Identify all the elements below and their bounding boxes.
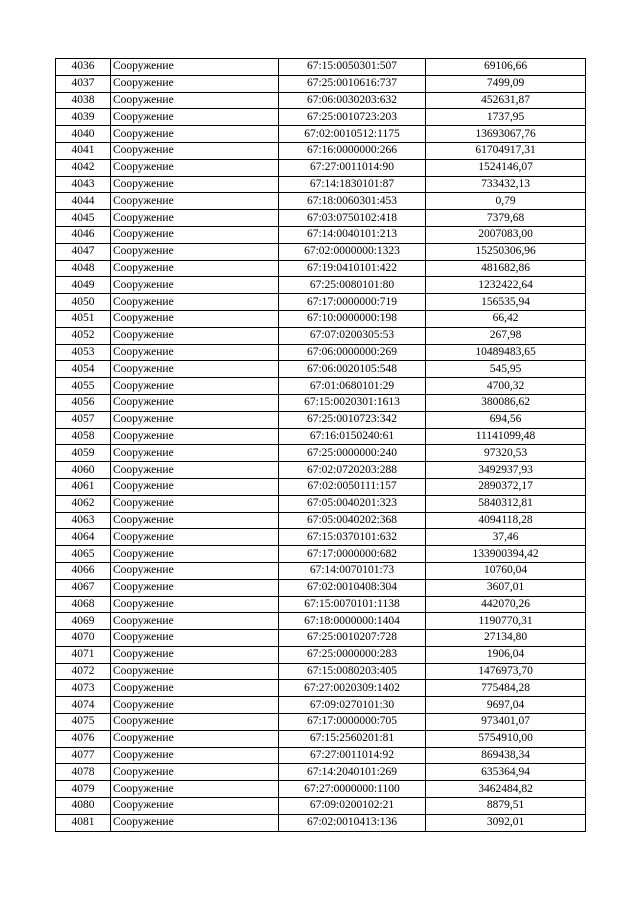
row-number: 4066 (56, 562, 111, 579)
object-type: Сооружение (111, 428, 279, 445)
object-type: Сооружение (111, 529, 279, 546)
object-type: Сооружение (111, 613, 279, 630)
object-type: Сооружение (111, 344, 279, 361)
table-row (56, 243, 586, 260)
cadastral-number: 67:17:0000000:705 (279, 714, 426, 731)
row-number: 4058 (56, 428, 111, 445)
cadastral-value: 69106,66 (426, 59, 586, 76)
cadastral-value: 5840312,81 (426, 495, 586, 512)
cadastral-number: 67:25:0000000:240 (279, 445, 426, 462)
table-row (56, 294, 586, 311)
object-type: Сооружение (111, 260, 279, 277)
cadastral-value: 4094118,28 (426, 512, 586, 529)
object-type: Сооружение (111, 394, 279, 411)
cadastral-number: 67:02:0010413:136 (279, 814, 426, 831)
object-type: Сооружение (111, 327, 279, 344)
table-row (56, 579, 586, 596)
cadastral-value: 545,95 (426, 361, 586, 378)
cadastral-number: 67:03:0750102:418 (279, 210, 426, 227)
cadastral-number: 67:18:0000000:1404 (279, 613, 426, 630)
table-row (56, 747, 586, 764)
cadastral-value: 481682,86 (426, 260, 586, 277)
table-row (56, 378, 586, 395)
cadastral-value: 7499,09 (426, 75, 586, 92)
cadastral-value: 3092,01 (426, 814, 586, 831)
cadastral-value: 3462484,82 (426, 781, 586, 798)
cadastral-value: 7379,68 (426, 210, 586, 227)
object-type: Сооружение (111, 411, 279, 428)
cadastral-number: 67:10:0000000:198 (279, 310, 426, 327)
cadastral-number: 67:06:0030203:632 (279, 92, 426, 109)
cadastral-number: 67:19:0410101:422 (279, 260, 426, 277)
cadastral-number: 67:18:0060301:453 (279, 193, 426, 210)
cadastral-number: 67:17:0000000:719 (279, 294, 426, 311)
cadastral-value: 5754910,00 (426, 730, 586, 747)
cadastral-value: 1737,95 (426, 109, 586, 126)
object-type: Сооружение (111, 92, 279, 109)
table-row (56, 428, 586, 445)
cadastral-value: 635364,94 (426, 764, 586, 781)
row-number: 4044 (56, 193, 111, 210)
object-type: Сооружение (111, 814, 279, 831)
cadastral-number: 67:17:0000000:682 (279, 546, 426, 563)
table-row (56, 92, 586, 109)
cadastral-number: 67:16:0150240:61 (279, 428, 426, 445)
cadastral-value: 4700,32 (426, 378, 586, 395)
registry-table-body (56, 59, 586, 832)
cadastral-number: 67:15:0080203:405 (279, 663, 426, 680)
table-row (56, 764, 586, 781)
document-page (55, 58, 586, 832)
row-number: 4053 (56, 344, 111, 361)
cadastral-value: 133900394,42 (426, 546, 586, 563)
object-type: Сооружение (111, 159, 279, 176)
row-number: 4051 (56, 310, 111, 327)
row-number: 4080 (56, 798, 111, 815)
cadastral-value: 1476973,70 (426, 663, 586, 680)
row-number: 4048 (56, 260, 111, 277)
table-row (56, 663, 586, 680)
object-type: Сооружение (111, 445, 279, 462)
row-number: 4057 (56, 411, 111, 428)
table-row (56, 546, 586, 563)
cadastral-number: 67:06:0000000:269 (279, 344, 426, 361)
cadastral-number: 67:02:0720203:288 (279, 462, 426, 479)
table-row (56, 562, 586, 579)
cadastral-number: 67:14:0040101:213 (279, 226, 426, 243)
table-row (56, 781, 586, 798)
row-number: 4050 (56, 294, 111, 311)
row-number: 4077 (56, 747, 111, 764)
table-row (56, 361, 586, 378)
table-row (56, 142, 586, 159)
cadastral-value: 1524146,07 (426, 159, 586, 176)
row-number: 4078 (56, 764, 111, 781)
row-number: 4059 (56, 445, 111, 462)
cadastral-number: 67:09:0200102:21 (279, 798, 426, 815)
table-row (56, 411, 586, 428)
cadastral-number: 67:07:0200305:53 (279, 327, 426, 344)
cadastral-number: 67:09:0270101:30 (279, 697, 426, 714)
table-row (56, 512, 586, 529)
table-row (56, 495, 586, 512)
object-type: Сооружение (111, 75, 279, 92)
cadastral-number: 67:25:0010723:203 (279, 109, 426, 126)
object-type: Сооружение (111, 630, 279, 647)
cadastral-value: 973401,07 (426, 714, 586, 731)
cadastral-value: 9697,04 (426, 697, 586, 714)
table-row (56, 193, 586, 210)
row-number: 4041 (56, 142, 111, 159)
object-type: Сооружение (111, 59, 279, 76)
cadastral-value: 37,46 (426, 529, 586, 546)
cadastral-number: 67:14:0070101:73 (279, 562, 426, 579)
row-number: 4065 (56, 546, 111, 563)
cadastral-value: 3492937,93 (426, 462, 586, 479)
row-number: 4081 (56, 814, 111, 831)
table-row (56, 277, 586, 294)
row-number: 4046 (56, 226, 111, 243)
object-type: Сооружение (111, 697, 279, 714)
cadastral-number: 67:02:0000000:1323 (279, 243, 426, 260)
row-number: 4052 (56, 327, 111, 344)
object-type: Сооружение (111, 495, 279, 512)
cadastral-number: 67:25:0010723:342 (279, 411, 426, 428)
cadastral-number: 67:15:0070101:1138 (279, 596, 426, 613)
cadastral-number: 67:02:0050111:157 (279, 478, 426, 495)
table-row (56, 630, 586, 647)
cadastral-number: 67:15:0020301:1613 (279, 394, 426, 411)
cadastral-number: 67:15:0050301:507 (279, 59, 426, 76)
table-row (56, 159, 586, 176)
table-row (56, 109, 586, 126)
object-type: Сооружение (111, 646, 279, 663)
cadastral-value: 27134,80 (426, 630, 586, 647)
cadastral-number: 67:02:0010512:1175 (279, 126, 426, 143)
cadastral-value: 1906,04 (426, 646, 586, 663)
cadastral-value: 869438,34 (426, 747, 586, 764)
cadastral-number: 67:06:0020105:548 (279, 361, 426, 378)
object-type: Сооружение (111, 294, 279, 311)
object-type: Сооружение (111, 764, 279, 781)
row-number: 4060 (56, 462, 111, 479)
cadastral-number: 67:25:0000000:283 (279, 646, 426, 663)
row-number: 4061 (56, 478, 111, 495)
table-row (56, 226, 586, 243)
cadastral-value: 0,79 (426, 193, 586, 210)
object-type: Сооружение (111, 663, 279, 680)
object-type: Сооружение (111, 462, 279, 479)
row-number: 4072 (56, 663, 111, 680)
object-type: Сооружение (111, 714, 279, 731)
object-type: Сооружение (111, 730, 279, 747)
object-type: Сооружение (111, 562, 279, 579)
cadastral-value: 11141099,48 (426, 428, 586, 445)
row-number: 4054 (56, 361, 111, 378)
table-row (56, 344, 586, 361)
cadastral-value: 10760,04 (426, 562, 586, 579)
object-type: Сооружение (111, 781, 279, 798)
table-row (56, 478, 586, 495)
cadastral-value: 380086,62 (426, 394, 586, 411)
row-number: 4076 (56, 730, 111, 747)
cadastral-value: 2007083,00 (426, 226, 586, 243)
row-number: 4071 (56, 646, 111, 663)
object-type: Сооружение (111, 798, 279, 815)
cadastral-value: 13693067,76 (426, 126, 586, 143)
object-type: Сооружение (111, 747, 279, 764)
row-number: 4039 (56, 109, 111, 126)
row-number: 4047 (56, 243, 111, 260)
cadastral-number: 67:15:2560201:81 (279, 730, 426, 747)
cadastral-number: 67:25:0010616:737 (279, 75, 426, 92)
object-type: Сооружение (111, 277, 279, 294)
object-type: Сооружение (111, 680, 279, 697)
cadastral-value: 2890372,17 (426, 478, 586, 495)
cadastral-value: 452631,87 (426, 92, 586, 109)
cadastral-number: 67:27:0011014:90 (279, 159, 426, 176)
cadastral-value: 733432,13 (426, 176, 586, 193)
table-row (56, 445, 586, 462)
table-row (56, 327, 586, 344)
cadastral-number: 67:14:2040101:269 (279, 764, 426, 781)
row-number: 4068 (56, 596, 111, 613)
table-row (56, 176, 586, 193)
object-type: Сооружение (111, 512, 279, 529)
row-number: 4036 (56, 59, 111, 76)
row-number: 4042 (56, 159, 111, 176)
table-row (56, 462, 586, 479)
cadastral-number: 67:01:0680101:29 (279, 378, 426, 395)
row-number: 4079 (56, 781, 111, 798)
row-number: 4074 (56, 697, 111, 714)
cadastral-value: 66,42 (426, 310, 586, 327)
object-type: Сооружение (111, 243, 279, 260)
table-row (56, 310, 586, 327)
cadastral-number: 67:16:0000000:266 (279, 142, 426, 159)
cadastral-value: 3607,01 (426, 579, 586, 596)
row-number: 4043 (56, 176, 111, 193)
row-number: 4075 (56, 714, 111, 731)
table-row (56, 613, 586, 630)
cadastral-value: 694,56 (426, 411, 586, 428)
table-row (56, 394, 586, 411)
row-number: 4038 (56, 92, 111, 109)
row-number: 4045 (56, 210, 111, 227)
cadastral-number: 67:27:0000000:1100 (279, 781, 426, 798)
object-type: Сооружение (111, 596, 279, 613)
row-number: 4062 (56, 495, 111, 512)
cadastral-value: 97320,53 (426, 445, 586, 462)
object-type: Сооружение (111, 126, 279, 143)
object-type: Сооружение (111, 378, 279, 395)
cadastral-number: 67:15:0370101:632 (279, 529, 426, 546)
row-number: 4067 (56, 579, 111, 596)
row-number: 4056 (56, 394, 111, 411)
object-type: Сооружение (111, 142, 279, 159)
row-number: 4037 (56, 75, 111, 92)
cadastral-value: 267,98 (426, 327, 586, 344)
cadastral-value: 15250306,96 (426, 243, 586, 260)
row-number: 4063 (56, 512, 111, 529)
object-type: Сооружение (111, 109, 279, 126)
row-number: 4069 (56, 613, 111, 630)
cadastral-value: 775484,28 (426, 680, 586, 697)
object-type: Сооружение (111, 310, 279, 327)
table-row (56, 680, 586, 697)
table-row (56, 646, 586, 663)
table-row (56, 714, 586, 731)
object-type: Сооружение (111, 193, 279, 210)
object-type: Сооружение (111, 478, 279, 495)
object-type: Сооружение (111, 579, 279, 596)
row-number: 4070 (56, 630, 111, 647)
row-number: 4049 (56, 277, 111, 294)
table-row (56, 798, 586, 815)
table-row (56, 75, 586, 92)
object-type: Сооружение (111, 226, 279, 243)
cadastral-number: 67:27:0011014:92 (279, 747, 426, 764)
cadastral-value: 1190770,31 (426, 613, 586, 630)
cadastral-value: 61704917,31 (426, 142, 586, 159)
cadastral-number: 67:27:0020309:1402 (279, 680, 426, 697)
cadastral-value: 156535,94 (426, 294, 586, 311)
cadastral-value: 8879,51 (426, 798, 586, 815)
object-type: Сооружение (111, 361, 279, 378)
table-row (56, 697, 586, 714)
table-row (56, 260, 586, 277)
cadastral-number: 67:14:1830101:87 (279, 176, 426, 193)
cadastral-value: 442070,26 (426, 596, 586, 613)
row-number: 4040 (56, 126, 111, 143)
table-row (56, 730, 586, 747)
table-row (56, 529, 586, 546)
object-type: Сооружение (111, 210, 279, 227)
table-row (56, 596, 586, 613)
registry-table (55, 58, 586, 832)
object-type: Сооружение (111, 176, 279, 193)
cadastral-number: 67:25:0010207:728 (279, 630, 426, 647)
table-row (56, 126, 586, 143)
cadastral-number: 67:05:0040202:368 (279, 512, 426, 529)
cadastral-number: 67:05:0040201:323 (279, 495, 426, 512)
cadastral-value: 1232422,64 (426, 277, 586, 294)
cadastral-number: 67:25:0080101:80 (279, 277, 426, 294)
cadastral-value: 10489483,65 (426, 344, 586, 361)
cadastral-number: 67:02:0010408:304 (279, 579, 426, 596)
table-row (56, 210, 586, 227)
row-number: 4073 (56, 680, 111, 697)
row-number: 4055 (56, 378, 111, 395)
row-number: 4064 (56, 529, 111, 546)
table-row (56, 814, 586, 831)
table-row (56, 59, 586, 76)
object-type: Сооружение (111, 546, 279, 563)
